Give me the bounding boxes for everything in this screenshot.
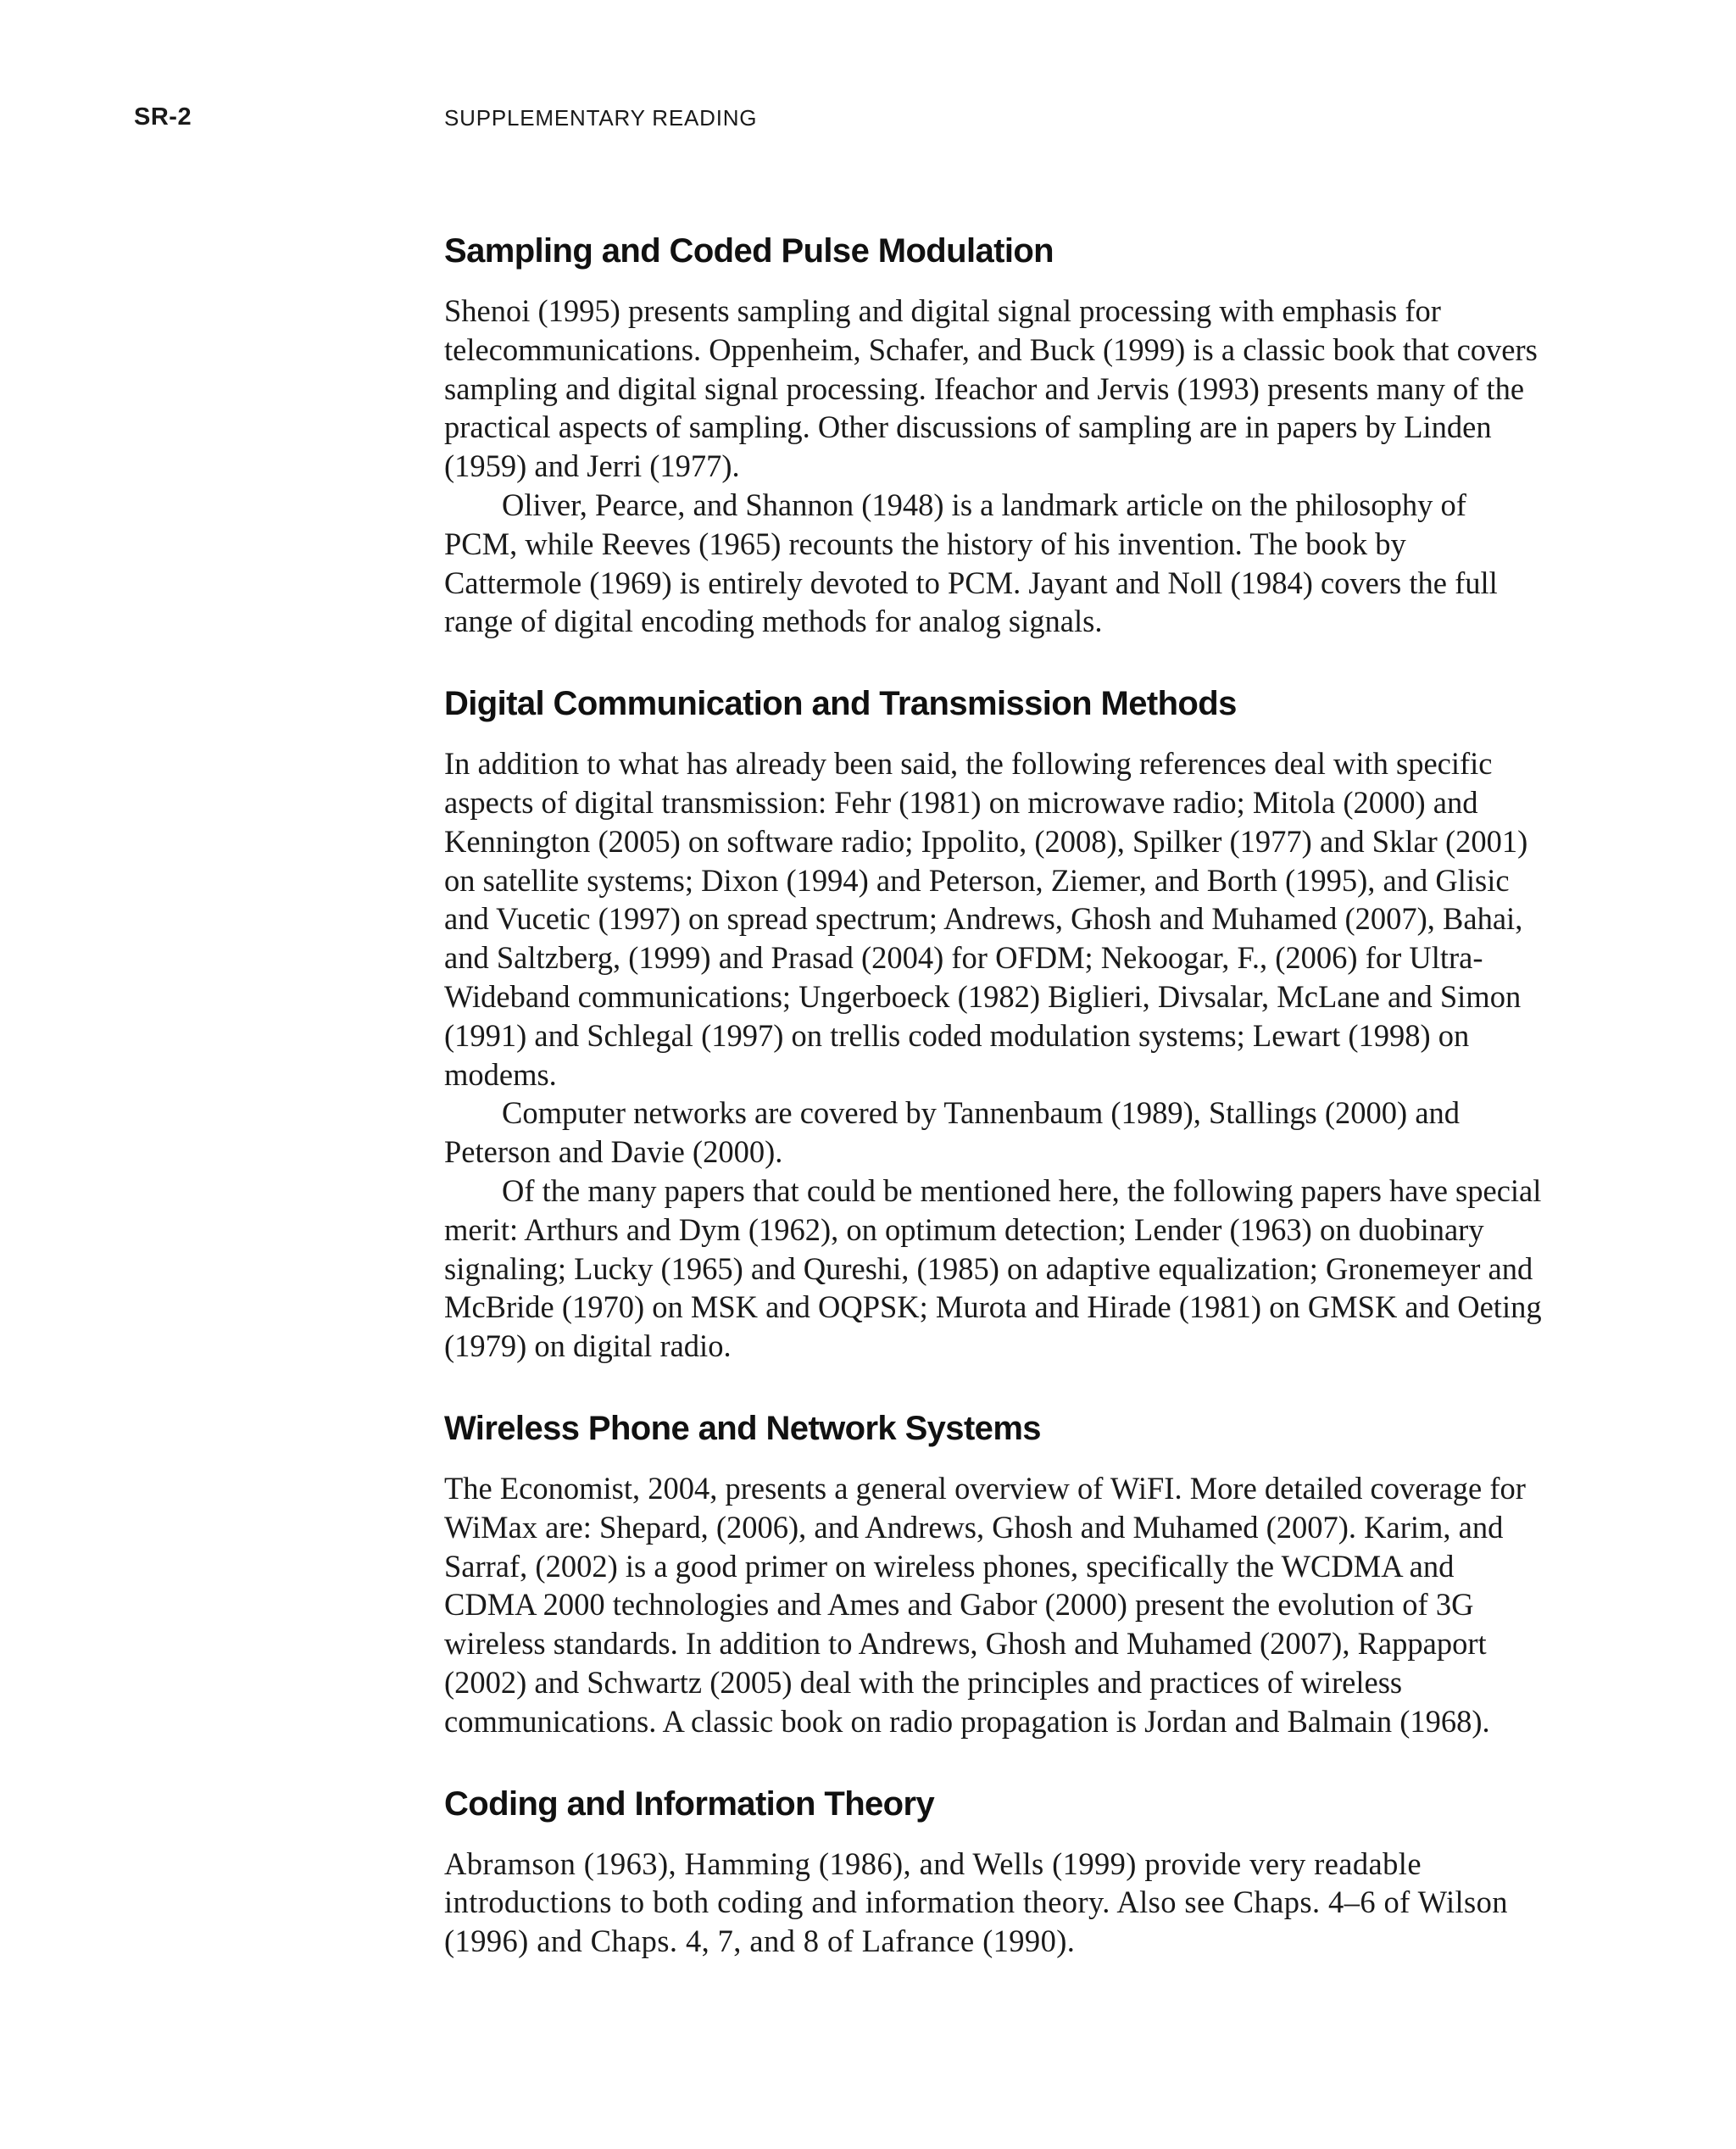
- section-heading: Digital Communication and Transmission Methods: [444, 685, 1237, 723]
- paragraph: Of the many papers that could be mentioned here, the following papers have special merit: Arthurs and Dym (1962), on optimum detection; Lender (1963) on duobinary signaling; Lucky (1965) and Qureshi, (1985) on adaptive equalization; Gronemeyer and McBride (1970) on MSK and OQPSK; Murota and Hirade (1981) on GMSK and Oeting (1979) on digital radio.: [444, 1172, 1542, 1364]
- running-head: [134, 103, 1575, 137]
- section-heading: Coding and Information Theory: [444, 1784, 935, 1823]
- paragraph: Computer networks are covered by Tannenbaum (1989), Stallings (2000) and Peterson and Davie (2000).: [444, 1095, 1461, 1170]
- paragraph: Abramson (1963), Hamming (1986), and Wells (1999) provide very readable introductions to both coding and information theory. Also see Chaps. 4–6 of Wilson (1996) and Chaps. 4, 7, and 8 of Lafrance (1990).: [444, 1846, 1508, 1959]
- section-coding-information-theory: [444, 1780, 1546, 1961]
- running-title: SUPPLEMENTARY READING: [444, 105, 758, 131]
- section-wireless-phone-network-systems: [444, 1405, 1546, 1741]
- paragraph: Oliver, Pearce, and Shannon (1948) is a landmark article on the philosophy of PCM, while Reeves (1965) recounts the history of his invention. The book by Cattermole (1969) is entirely devoted to PCM. Jayant and Noll (1984) covers the full range of digital encoding methods for analog signals.: [444, 487, 1498, 639]
- paragraph: In addition to what has already been said, the following references deal with specific aspects of digital transmission: Fehr (1981) on microwave radio; Mitola (2000) and Kennington (2005) on software radio; Ippolito, (2008), Spilker (1977) and Sklar (2001) on satellite systems; Dixon (1994) and Peterson, Ziemer, and Borth (1995), and Glisic and Vucetic (1997) on spread spectrum; Andrews, Ghosh and Muhamed (2007), Bahai, and Saltzberg, (1999) and Prasad (2004) for OFDM; Nekoogar, F., (2006) for Ultra-Wideband communications; Ungerboeck (1982) Biglieri, Divsalar, McLane and Simon (1991) and Schlegal (1997) on trellis coded modulation systems; Lewart (1998) on modems.: [444, 746, 1528, 1092]
- paragraph: Shenoi (1995) presents sampling and digital signal processing with emphasis for telecommunications. Oppenheim, Schafer, and Buck (1999) is a classic book that covers sampling and digital signal processing. Ifeachor and Jervis (1993) presents many of the practical aspects of sampling. Other discussions of sampling are in papers by Linden (1959) and Jerri (1977).: [444, 293, 1538, 484]
- section-heading: Sampling and Coded Pulse Modulation: [444, 232, 1054, 270]
- page-content: [444, 227, 1546, 1961]
- section-sampling-coded-pulse-modulation: [444, 227, 1546, 641]
- paragraph: The Economist, 2004, presents a general overview of WiFI. More detailed coverage for WiMax are: Shepard, (2006), and Andrews, Ghosh and Muhamed (2007). Karim, and Sarraf, (2002) is a good primer on wireless phones, specifically the WCDMA and CDMA 2000 technologies and Ames and Gabor (2000) present the evolution of 3G wireless standards. In addition to Andrews, Ghosh and Muhamed (2007), Rappaport (2002) and Schwartz (2005) deal with the principles and practices of wireless communications. A classic book on radio propagation is Jordan and Balmain (1968).: [444, 1470, 1526, 1739]
- section-heading: Wireless Phone and Network Systems: [444, 1409, 1041, 1447]
- page-number: SR-2: [134, 103, 192, 131]
- section-digital-communication-transmission: [444, 680, 1546, 1366]
